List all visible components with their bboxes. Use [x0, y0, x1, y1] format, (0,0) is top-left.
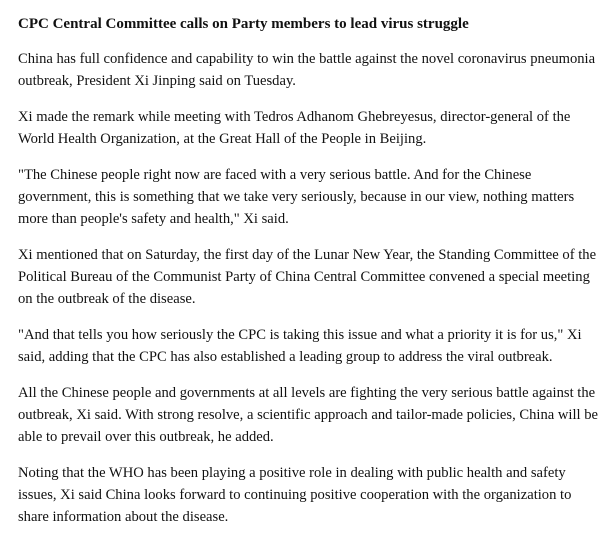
article-paragraph-7: Noting that the WHO has been playing a positive role in dealing with public health and safety issues, Xi said China looks forward to continuing positive cooperation with the organization to share information about the disease. [18, 465, 572, 525]
article-headline: CPC Central Committee calls on Party members to lead virus struggle [18, 16, 469, 32]
article-paragraph-1: China has full confidence and capability to win the battle against the novel coronavirus pneumonia outbreak, President Xi Jinping said on Tuesday. [18, 51, 596, 89]
article-paragraph-3: "The Chinese people right now are faced with a very serious battle. And for the Chinese government, this is something that we take very seriously, because in our view, nothing matters more than people's safety and health," Xi said. [18, 167, 575, 227]
article-paragraph-5: "And that tells you how seriously the CPC is taking this issue and what a priority it is for us," Xi said, adding that the CPC has also established a leading group to address the viral outbreak. [18, 327, 582, 365]
article-paragraph-6: All the Chinese people and governments at all levels are fighting the very serious battle against the outbreak, Xi said. With strong resolve, a scientific approach and tailor-made policies, China will be able to prevail over this outbreak, he added. [18, 385, 599, 445]
article-paragraph-4: Xi mentioned that on Saturday, the first day of the Lunar New Year, the Standing Committee of the Political Bureau of the Communist Party of China Central Committee convened a special meeting on the outbreak of the disease. [18, 247, 597, 307]
article-paragraph-2: Xi made the remark while meeting with Tedros Adhanom Ghebreyesus, director-general of the World Health Organization, at the Great Hall of the People in Beijing. [18, 109, 571, 147]
